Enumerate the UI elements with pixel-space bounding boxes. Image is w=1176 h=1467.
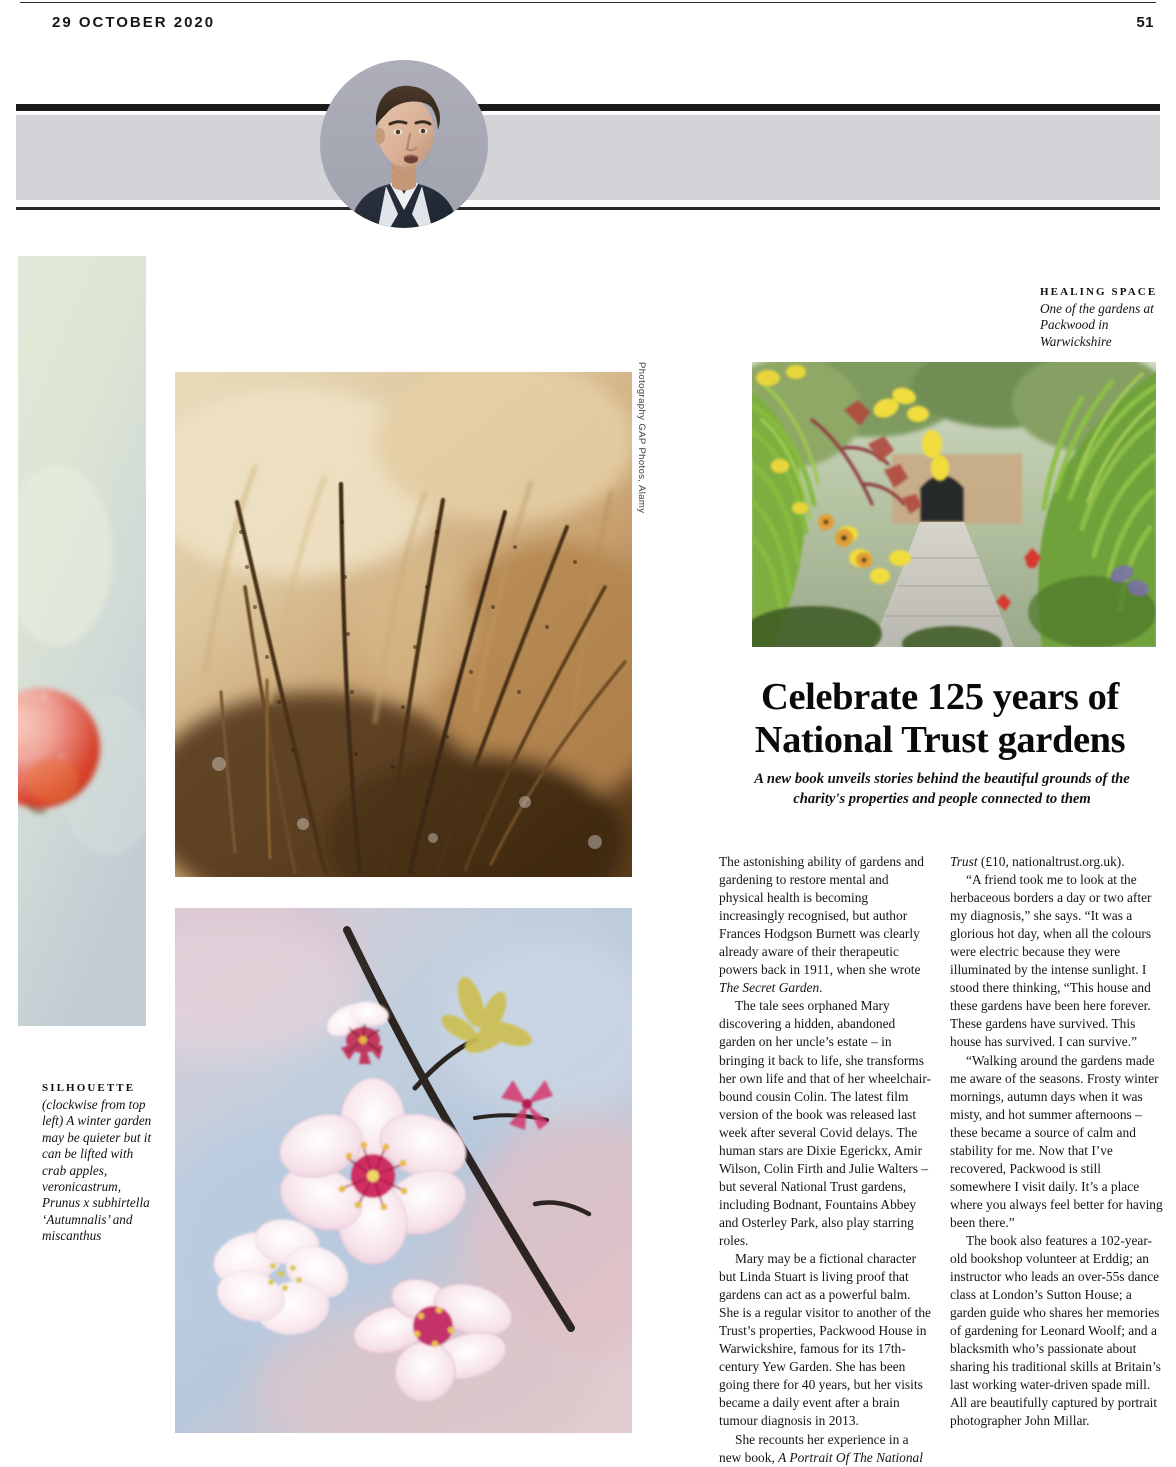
body-paragraph: The tale sees orphaned Mary discovering a hidden, abandoned garden on her uncle’s estate – in bringing it back to life, she transforms her own life and that of her wheelchair-bound cousin Colin. The latest film version of the book was released last week after several Covid delays. The human stars are Dixie Egerickx, Amir Wilson, Colin Firth and Julie Walters – but several National Trust gardens, including Bodnant, Fountains Abbey and Osterley Park, also play starring roles. — [719, 998, 932, 1248]
author-portrait-avatar — [320, 60, 488, 228]
caption-silhouette-text: (clockwise from top left) A winter garden may be quieter but it can be lifted with crab apples, veronicastrum, Prunus x subhirtella ‘Autumnalis’ and miscanthus — [42, 1097, 152, 1244]
book-title: The Secret Garden — [719, 980, 820, 996]
banner-top-rule — [16, 104, 1160, 111]
section-banner — [16, 115, 1160, 200]
caption-silhouette — [42, 1082, 160, 1245]
body-column-2 — [950, 853, 1164, 1431]
body-paragraph: “A friend took me to look at the herbaceous borders a day or two after my diagnosis,” she says. “It was a glorious hot day, when all the colours were electric because they were illuminated by the intense sunlight. I stood there thinking, “This house and these gardens have been here forever. These gardens have survived. This house has survived. I can survive.” — [950, 872, 1152, 1050]
caption-healing-space — [1040, 286, 1176, 350]
page-number: 51 — [1136, 14, 1154, 31]
photo-miscanthus-veronicastrum — [175, 372, 632, 877]
standfirst: A new book unveils stories behind the beautiful grounds of the charity's properties and people connected to them — [754, 771, 1130, 807]
body-paragraph: The astonishing ability of gardens and gardening to restore mental and physical health is becoming increasingly recognised, but author Frances Hodgson Burnett was clearly already aware of their therapeutic powers back in 1911, when she wrote The Secret Garden. — [719, 854, 924, 996]
caption-healing-kicker: HEALING SPACE — [1040, 286, 1158, 298]
body-paragraph: Mary may be a fictional character but Linda Stuart is living proof that gardens can act as a powerful balm. She is a regular visitor to another of the Trust’s properties, Packwood House in Warwickshire, famous for its 17th-century Yew Garden. She has been going there for 40 years, but her visits became a daily event after a brain tumour diagnosis in 2013. — [719, 1251, 931, 1429]
photo-crab-apple — [18, 256, 146, 1026]
issue-date: 29 OCTOBER 2020 — [52, 14, 216, 31]
body-column-1 — [719, 853, 933, 1467]
body-paragraph: Trust (£10, nationaltrust.org.uk). — [950, 854, 1125, 869]
caption-healing-text: One of the gardens at Packwood in Warwickshire — [1040, 301, 1154, 349]
book-title: Trust — [950, 854, 978, 869]
headline-line-1: Celebrate 125 years of — [761, 676, 1119, 718]
headline-line-2: National Trust gardens — [754, 719, 1126, 761]
banner-bottom-rule — [16, 207, 1160, 210]
book-title: A Portrait Of The National — [778, 1449, 923, 1465]
photo-credit-vertical: Photography GAP Photos, Alamy — [636, 362, 647, 514]
page-title — [722, 676, 1158, 762]
body-paragraph: The book also features a 102-year-old bookshop volunteer at Erddig; an instructor who leads an over-55s dance class at London’s Sutton House; a garden guide who shares her memories of gardening for Leonard Woolf; and a blacksmith who’s passionate about sharing his traditional skills at Britain’s last working water-driven spade mill. All are beautifully captured by portrait photographer John Millar. — [950, 1232, 1161, 1429]
masthead-top-rule — [20, 2, 1156, 3]
body-paragraph: “Walking around the gardens made me aware of the seasons. Frosty winter mornings, autumn days when it was misty, and hot summer afternoons – these became a source of calm and stability for me. Now that I’ve recovered, Packwood is still somewhere I visit daily. It’s a place where you always feel better for having been there.” — [950, 1052, 1163, 1230]
photo-prunus-blossom — [175, 908, 632, 1433]
photo-packwood-garden — [752, 362, 1156, 647]
caption-silhouette-kicker: SILHOUETTE — [42, 1082, 136, 1094]
body-paragraph: She recounts her experience in a new book, A Portrait Of The National — [719, 1431, 923, 1465]
